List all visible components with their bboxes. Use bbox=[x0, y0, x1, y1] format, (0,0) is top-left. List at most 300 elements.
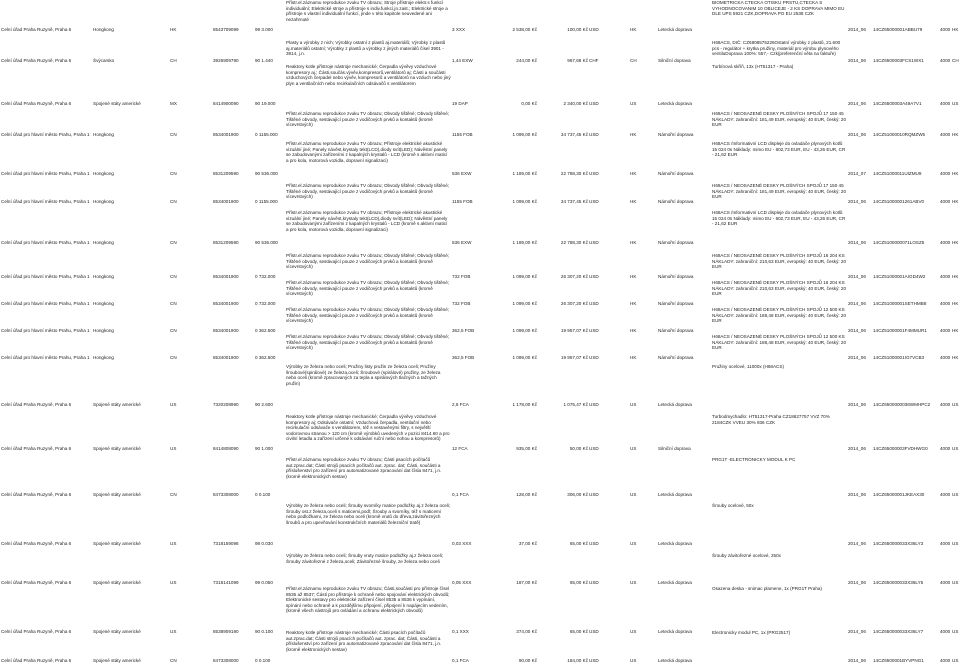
cell-country: Hongkong bbox=[93, 171, 114, 176]
cell-terms: 12 FCA bbox=[452, 446, 468, 451]
cell-cc: CN bbox=[170, 355, 177, 360]
cell-terms: 0,03 XXX bbox=[452, 541, 472, 546]
cell-cc2: HK bbox=[630, 355, 637, 360]
cell-office: Celní úřad Praha Ruzyně, Praha 6 bbox=[1, 446, 72, 451]
cell-country: Spojené státy americké bbox=[93, 446, 141, 451]
cell-cc: CN bbox=[170, 171, 177, 176]
cell-goods: Přístr.el.záznamu reprodukce zvuku TV obrazu; Části psacích počítačů aut.zprac.dat; Části strojů psacích počítačů aut. zprac. dat; Části, součásti a příslušenství pro zařízení pro automatizované zpracování dat čísla 8471, j.n. (kromě elektronických sestav) bbox=[286, 457, 442, 479]
cell-cc: CN bbox=[170, 301, 177, 306]
cell-cc: US bbox=[170, 580, 177, 585]
cell-desc: H68ACS, DIČ: CZ6808575226Ostatní výrobky z plastů, 21.600 pcs - regulátor + krytka pružiny, materiál pro výrobu plynového ventiluDoprava 100%: 557,- Czk(preferenční věta na faktuře) bbox=[712, 40, 841, 57]
cell-fval: 306,00 Kč bbox=[567, 492, 588, 497]
cell-tariff: 8534001900 bbox=[213, 301, 239, 306]
table-row bbox=[0, 141, 960, 182]
cell-tariff: 8473308000 bbox=[213, 658, 239, 663]
cell-period: 2014_06 bbox=[848, 58, 866, 63]
cell-value: 1 189,00 Kč bbox=[512, 240, 537, 245]
cell-value: 1 099,00 Kč bbox=[512, 274, 537, 279]
cell-ref: 14CZ650000033X36LY7 bbox=[873, 629, 924, 634]
cell-cc3: US bbox=[952, 101, 959, 106]
cell-cc3: US bbox=[952, 541, 959, 546]
cell-cur: USD bbox=[589, 171, 599, 176]
cell-tariff: 3926909790 bbox=[213, 58, 239, 63]
cell-cc2: US bbox=[630, 541, 637, 546]
cell-tariff: 8534001900 bbox=[213, 355, 239, 360]
cell-cur: USD bbox=[589, 629, 599, 634]
cell-country: Švýcarsko bbox=[93, 58, 115, 63]
cell-code: 4000 bbox=[940, 132, 951, 137]
cell-code: 4000 bbox=[940, 446, 951, 451]
cell-value: 1 099,00 Kč bbox=[512, 132, 537, 137]
cell-value: 1 099,00 Kč bbox=[512, 199, 537, 204]
cell-qty: 0 1155.000 bbox=[255, 132, 278, 137]
cell-qty: 0 732.000 bbox=[255, 274, 276, 279]
cell-cur: USD bbox=[589, 541, 599, 546]
cell-ref: 14CZ51000001SETHMB8 bbox=[873, 301, 927, 306]
cell-terms: 0,1 XXX bbox=[452, 629, 469, 634]
cell-country: Hongkong bbox=[93, 27, 114, 32]
cell-goods: Plasty a výrobky z nich; Výrobky ostatní z plastů aj.materiálů; Výrobky z plastů aj.materiálů ostatní; Výrobky z plastů a výrobky z jiných materiálů čísel 3901 - 3914, j.n. bbox=[286, 40, 446, 57]
cell-qty: 90 1.440 bbox=[255, 58, 273, 63]
cell-goods: Přístr.el.záznamu reprodukce zvuku TV obrazu; Obvody tištěné; Obvody tištěné; Tištěné obvody, sestávající pouze z vodičových prvků a kontaktů (kromě vícevrstvých) bbox=[286, 253, 450, 270]
cell-ref: 14CZ65000003FVDHWG0 bbox=[873, 446, 928, 451]
cell-desc: Pružiny ocelové, 11000x (H68ACS) bbox=[712, 364, 784, 369]
cell-desc: Turbínová skříň, 13x (HT51317 - Praha) bbox=[712, 64, 794, 69]
cell-code: 4000 bbox=[940, 328, 951, 333]
cell-transport: Námořní doprava bbox=[658, 301, 694, 306]
cell-transport: Námořní doprava bbox=[658, 171, 694, 176]
cell-goods: Výrobky ze železa nebo oceli; Šrouby svorníky matice podložky aj.z železa oceli; Šrouby ost.z železa,oceli s maticemi,podl; Šrouby a svorníky, též s maticemi nebo podložkami, ze železa nebo oceli (kromě vrutů do dřeva,závitořezných šroubů a pro upevňování konstrukčních materiálů železniční tratě) bbox=[286, 503, 451, 525]
cell-qty: 90 1.000 bbox=[255, 446, 273, 451]
cell-code: 4000 bbox=[940, 658, 951, 663]
cell-fval: 184,00 Kč bbox=[567, 658, 588, 663]
cell-code: 4000 bbox=[940, 171, 951, 176]
cell-period: 2014_06 bbox=[848, 446, 866, 451]
cell-country: Hongkong bbox=[93, 132, 114, 137]
cell-goods: Výrobky ze železa nebo oceli; Pružiny listy pružin ze železa oceli; Pružiny šroubové(spirálové) ze železa,oceli; Šroubové (spirálové) pružiny, ze železa nebo oceli (kromě zpracovaných za tepla a spirálových tlačných a tažných pružin) bbox=[286, 364, 441, 386]
cell-tariff: 7318141099 bbox=[213, 580, 239, 585]
cell-value: 935,00 Kč bbox=[516, 446, 537, 451]
cell-period: 2014_06 bbox=[848, 240, 866, 245]
cell-value: 1 099,00 Kč bbox=[512, 328, 537, 333]
cell-ref: 14CZ51000010RQMZW5 bbox=[873, 132, 926, 137]
cell-cc: US bbox=[170, 629, 177, 634]
cell-office: Celní úřad pro hlavní město Prahu, Praha 1 bbox=[1, 301, 90, 306]
cell-fval: 65,00 Kč bbox=[569, 629, 588, 634]
cell-goods: Přístr.el.záznamu reprodukce zvuku TV obrazu; Obvody tištěné; Obvody tištěné; Tištěné obvody, sestávající pouze z vodičových prvků a kontaktů (kromě vícevrstvých) bbox=[286, 280, 450, 297]
cell-country: Hongkong bbox=[93, 328, 114, 333]
cell-ref: 14CZ650000033X36LY5 bbox=[873, 580, 924, 585]
cell-cc2: HK bbox=[630, 132, 637, 137]
cell-value: 1 099,00 Kč bbox=[512, 355, 537, 360]
cell-ref: 14CZ51000011UIZMU9 bbox=[873, 171, 922, 176]
cell-goods: Přístr.el.záznamu reprodukce zvuku TV obrazu; Přístroje elektrické akustické vizuální jiné; Panely návěst,krystaly tekt(LCD),diody svít(LED); Návěstní panely se zabudovanými zařízeními z kapalných krystalů - LCD (kromě s aktivní maticí a pro kola, motorová vozidla, dopravní signalizaci) bbox=[286, 210, 448, 232]
cell-desc: H68ACS / NEOSAZENÉ DESKY PLOŠNÝCH SPOJŮ 17 150 45 NÁKLADY: zahraniční: 181,49 EUR, evropský: 40 EUR, český: 20 EUR bbox=[712, 183, 847, 200]
cell-country: Hongkong bbox=[93, 199, 114, 204]
cell-fval: 2 340,00 Kč bbox=[563, 101, 588, 106]
cell-country: Hongkong bbox=[93, 274, 114, 279]
cell-fval: 1 075,47 Kč bbox=[563, 402, 588, 407]
cell-ref: 14CZ51000001261ABV0 bbox=[873, 199, 925, 204]
cell-fval: 65,00 Kč bbox=[569, 580, 588, 585]
cell-period: 2014_06 bbox=[848, 402, 866, 407]
cell-cc: US bbox=[170, 446, 177, 451]
cell-transport: Námořní doprava bbox=[658, 132, 694, 137]
cell-office: Celní úřad pro hlavní město Prahu, Praha 1 bbox=[1, 132, 90, 137]
cell-office: Celní úřad Praha Ruzyně, Praha 6 bbox=[1, 27, 72, 32]
cell-cc3: HK bbox=[952, 274, 959, 279]
cell-period: 2014_06 bbox=[848, 301, 866, 306]
cell-cc: CN bbox=[170, 240, 177, 245]
cell-cc2: US bbox=[630, 446, 637, 451]
cell-goods: Reaktory kotle přístroje nástroje mechanické; Čerpadla vývěvy vzduchové kompresory aj; Odsávače ostatní; Vzduchová čerpadla, ventilační nebo recirkulační odsávače s ventilátorem, též s vestavěnými filtry, s největší vodorovnou stranou > 120 cm (kromě výrobků uvedených v pozici 8414.60 a pro civilní letadla a zařízení určené k odsávání ruční nebo nohou a kompresorů) bbox=[286, 414, 450, 442]
cell-office: Celní úřad pro hlavní město Prahu, Praha 1 bbox=[1, 171, 90, 176]
cell-cc2: US bbox=[630, 492, 637, 497]
table-row bbox=[0, 210, 960, 253]
cell-period: 2014_06 bbox=[848, 355, 866, 360]
cell-desc: H68ACS / NEOSAZENÉ DESKY PLOŠNÝCH SPOJŮ 12 500 KS NÁKLADY: zahraniční: 188,48 EUR, evropský: 40 EUR, český: 20 EUR bbox=[712, 334, 847, 351]
cell-office: Celní úřad pro hlavní město Prahu, Praha 1 bbox=[1, 328, 90, 333]
cell-goods: Přístr.el.záznamu reprodukce zvuku TV obrazu; Části,součásti pro přístroje čísel 8535 až 8537; Části pro přístroje k ochraně nebo spojování elektrických obvodů; Elektronické sestavy pro elektrické zařízení čísel 8535 a 8536 k vypínání, spínání nebo ochraně a k pozdějšímu připojení, připojení k napájecím vedením, (kromě všech nástrojů pro ovládání a ochranu elektrických obvodů) bbox=[286, 586, 450, 614]
cell-fval: 22 788,30 Kč bbox=[560, 240, 588, 245]
cell-terms: 732 FOB bbox=[452, 301, 471, 306]
cell-cur: USD bbox=[589, 328, 599, 333]
cell-code: 4000 bbox=[940, 27, 951, 32]
cell-terms: 536 EXW bbox=[452, 240, 472, 245]
table-row bbox=[0, 40, 960, 64]
cell-value: 128,00 Kč bbox=[516, 492, 537, 497]
cell-cur: USD bbox=[589, 301, 599, 306]
cell-transport: Letecká doprava bbox=[658, 101, 692, 106]
cell-value: 187,00 Kč bbox=[516, 580, 537, 585]
cell-fval: 967,68 Kč bbox=[567, 58, 588, 63]
cell-transport: Námořní doprava bbox=[658, 240, 694, 245]
cell-transport: Námořní doprava bbox=[658, 328, 694, 333]
cell-period: 2014_06 bbox=[848, 132, 866, 137]
cell-code: 4000 bbox=[940, 101, 951, 106]
table-row bbox=[0, 503, 960, 554]
table-row bbox=[0, 553, 960, 588]
cell-value: 37,00 Kč bbox=[518, 541, 537, 546]
cell-code: 4000 bbox=[940, 301, 951, 306]
cell-cc2: HK bbox=[630, 199, 637, 204]
cell-cc3: CH bbox=[952, 58, 959, 63]
cell-ref: 14CZ65000001JKEAX30 bbox=[873, 492, 925, 497]
cell-country: Hongkong bbox=[93, 355, 114, 360]
cell-code: 4000 bbox=[940, 402, 951, 407]
cell-period: 2014_06 bbox=[848, 328, 866, 333]
cell-cc2: US bbox=[630, 101, 637, 106]
cell-cc2: HK bbox=[630, 240, 637, 245]
cell-cc2: US bbox=[630, 402, 637, 407]
cell-fval: 50,00 Kč bbox=[569, 446, 588, 451]
cell-code: 4000 bbox=[940, 199, 951, 204]
cell-period: 2014_06 bbox=[848, 199, 866, 204]
cell-terms: 536 EXW bbox=[452, 171, 472, 176]
cell-cur: USD bbox=[589, 446, 599, 451]
cell-cc3: HK bbox=[952, 27, 959, 32]
cell-cc: CH bbox=[170, 58, 177, 63]
cell-period: 2014_06 bbox=[848, 629, 866, 634]
cell-cc2: US bbox=[630, 629, 637, 634]
cell-desc: H68ACS / NEOSAZENÉ DESKY PLOŠNÝCH SPOJŮ 12 500 KS NÁKLADY: zahraniční: 188,48 EUR, evropský: 40 EUR, český: 20 EUR bbox=[712, 307, 847, 324]
cell-terms: 0,1 FCA bbox=[452, 492, 469, 497]
cell-period: 2014_06 bbox=[848, 580, 866, 585]
cell-goods: Reaktory kotle přístroje nástroje mechanické; Čerpadla vývěvy vzduchové kompresory aj.; Části,součás.vývěv,kompresorů,ventilátorů aj; Části a součásti vzduchových čerpadel nebo vývěv, kompresorů a ventilátorů na vzduch nebo jiný plyn a ventilačních nebo recirkulačních odsávačů s ventilátorem bbox=[286, 64, 451, 86]
cell-terms: 732 FOB bbox=[452, 274, 471, 279]
cell-ref: 14CZ6500003FCS1WX1 bbox=[873, 58, 924, 63]
cell-cc3: US bbox=[952, 492, 959, 497]
cell-goods: Výrobky ze železa nebo oceli; Šrouby vruty matice podložky aj.z železa oceli; Šrouby závitořezné z železa,oceli; Závitořezné šrouby, ze železa nebo oceli bbox=[286, 553, 444, 564]
cell-desc: H68ACS / NEOSAZENÉ DESKY PLOŠNÝCH SPOJŮ 17 150 45 NÁKLADY: zahraniční: 181,49 EUR, evropský: 40 EUR, český: 20 EUR bbox=[712, 111, 847, 128]
table-row bbox=[0, 307, 960, 337]
cell-cur: USD bbox=[589, 27, 599, 32]
cell-ref: 14CZ51000001AIGD4W2 bbox=[873, 274, 926, 279]
cell-transport: Letecká doprava bbox=[658, 629, 692, 634]
cell-ref: 14CZ65000001ABBU79 bbox=[873, 27, 923, 32]
cell-cc3: HK bbox=[952, 355, 959, 360]
cell-tariff: 8414900090 bbox=[213, 101, 239, 106]
cell-cur: USD bbox=[589, 355, 599, 360]
table-row bbox=[0, 630, 960, 670]
cell-tariff: 8473308000 bbox=[213, 492, 239, 497]
cell-code: 4000 bbox=[940, 58, 951, 63]
cell-country: Spojené státy americké bbox=[93, 658, 141, 663]
cell-ref: 14CZ6500001BYVPNG1 bbox=[873, 658, 924, 663]
cell-fval: 65,00 Kč bbox=[569, 541, 588, 546]
cell-goods: Přístr.el.záznamu reprodukce zvuku TV obrazu; Přístroje elektrické akustické vizuální jiné; Panely návěst,krystaly tekt(LCD),diody svít(LED); Návěstní panely se zabudovanými zařízeními z kapalných krystalů - LCD (kromě s aktivní maticí a pro kola, motorová vozidla, dopravní signalizaci) bbox=[286, 141, 448, 163]
table-row bbox=[0, 111, 960, 141]
cell-terms: 362,5 FOB bbox=[452, 355, 475, 360]
cell-period: 2014_06 bbox=[848, 274, 866, 279]
cell-tariff: 8534001900 bbox=[213, 274, 239, 279]
cell-qty: 90 536.000 bbox=[255, 240, 278, 245]
cell-cur: CHF bbox=[589, 58, 599, 63]
cell-goods: Přístr.el.záznamu reprodukce zvuku TV obrazu; Obvody tištěné; Obvody tištěné; Tištěné obvody, sestávající pouze z vodičových prvků a kontaktů (kromě vícevrstvých) bbox=[286, 111, 450, 128]
cell-cc: CN bbox=[170, 132, 177, 137]
cell-fval: 26 307,20 Kč bbox=[560, 301, 588, 306]
cell-cc: CN bbox=[170, 658, 177, 663]
cell-cc: CN bbox=[170, 199, 177, 204]
cell-office: Celní úřad Praha Ruzyně, Praha 6 bbox=[1, 629, 72, 634]
cell-tariff: 8534001900 bbox=[213, 132, 239, 137]
cell-period: 2014_06 bbox=[848, 101, 866, 106]
cell-cc2: HK bbox=[630, 328, 637, 333]
cell-qty: 0 362.500 bbox=[255, 355, 276, 360]
cell-cc3: HK bbox=[952, 301, 959, 306]
cell-country: Spojené státy americké bbox=[93, 580, 141, 585]
cell-value: 374,00 Kč bbox=[516, 629, 537, 634]
cell-value: 0,00 Kč bbox=[521, 101, 537, 106]
cell-period: 2014_06 bbox=[848, 658, 866, 663]
cell-cc3: HK bbox=[952, 132, 959, 137]
cell-country: Spojené státy americké bbox=[93, 541, 141, 546]
cell-qty: 98 0.030 bbox=[255, 541, 273, 546]
cell-terms: 1155 FOB bbox=[452, 199, 473, 204]
cell-ref: 14CZ51000001F4MMUR1 bbox=[873, 328, 927, 333]
cell-desc: H68ACS /Informativní LCD displeje do ovladače plynových kotlů 15 024 0s Náklady: mimo EU - 602,73 EUR, EU - 43,26 EUR, CR - 21,62 EUR bbox=[712, 210, 846, 227]
cell-terms: 2,6 FCA bbox=[452, 402, 469, 407]
table-row bbox=[0, 280, 960, 310]
cell-fval: 26 307,20 Kč bbox=[560, 274, 588, 279]
cell-cc: MX bbox=[170, 101, 177, 106]
cell-terms: 0,05 XXX bbox=[452, 580, 472, 585]
cell-country: Hongkong bbox=[93, 301, 114, 306]
cell-cc2: HK bbox=[630, 274, 637, 279]
cell-cur: USD bbox=[589, 658, 599, 663]
table-row bbox=[0, 334, 960, 364]
cell-value: 2 538,00 Kč bbox=[512, 27, 537, 32]
cell-cc: HK bbox=[170, 27, 177, 32]
cell-tariff: 8531209590 bbox=[213, 240, 239, 245]
cell-qty: 90 0.100 bbox=[255, 629, 273, 634]
cell-terms: 0,1 FCA bbox=[452, 658, 469, 663]
cell-transport: Námořní doprava bbox=[658, 274, 694, 279]
cell-desc: Turbodmychadlo: HT51317-Praha CZ18627757 VVZ 70% 2184CZK VVEU 30% 936 CZK bbox=[712, 414, 830, 425]
cell-office: Celní úřad Praha Ruzyně, Praha 6 bbox=[1, 541, 72, 546]
table-row bbox=[0, 457, 960, 502]
cell-cc3: US bbox=[952, 446, 959, 451]
cell-value: 1 099,00 Kč bbox=[512, 301, 537, 306]
cell-office: Celní úřad Praha Ruzyně, Praha 6 bbox=[1, 580, 72, 585]
cell-country: Spojené státy americké bbox=[93, 101, 141, 106]
cell-tariff: 8534001900 bbox=[213, 199, 239, 204]
cell-terms: 19 DAP bbox=[452, 101, 468, 106]
cell-country: Spojené státy americké bbox=[93, 629, 141, 634]
cell-code: 4000 bbox=[940, 240, 951, 245]
cell-tariff: 7318159098 bbox=[213, 541, 239, 546]
cell-qty: 0 362.500 bbox=[255, 328, 276, 333]
cell-qty: 90 2.600 bbox=[255, 402, 273, 407]
cell-desc: H68ACS / NEOSAZENÉ DESKY PLOŠNÝCH SPOJŮ 16 204 KS NÁKLADY: zahraniční: 210,63 EUR, evropský: 40 EUR, český: 20 EUR bbox=[712, 280, 847, 297]
table-row bbox=[0, 364, 960, 414]
cell-ref: 14CZ5100000071LOSZ5 bbox=[873, 240, 925, 245]
cell-cc3: US bbox=[952, 402, 959, 407]
cell-desc: H68ACS / NEOSAZENÉ DESKY PLOŠNÝCH SPOJŮ 16 204 KS NÁKLADY: zahraniční: 210,63 EUR, evropský: 40 EUR, český: 20 EUR bbox=[712, 253, 847, 270]
table-row bbox=[0, 253, 960, 283]
cell-goods: Přístr.el.záznamu reprodukce zvuku TV obrazu; Obvody tištěné; Obvody tištěné; Tištěné obvody, sestávající pouze z vodičových prvků a kontaktů (kromě vícevrstvých) bbox=[286, 183, 450, 200]
cell-cc2: CH bbox=[630, 58, 637, 63]
cell-cur: USD bbox=[589, 240, 599, 245]
cell-cur: USD bbox=[589, 580, 599, 585]
cell-value: 90,00 Kč bbox=[518, 658, 537, 663]
cell-desc: Šrouby ocelové, 50x bbox=[712, 503, 754, 508]
cell-terms: 362,5 FOB bbox=[452, 328, 475, 333]
cell-fval: 34 737,45 Kč bbox=[560, 132, 588, 137]
cell-transport: Letecká doprava bbox=[658, 580, 692, 585]
cell-code: 4000 bbox=[940, 580, 951, 585]
cell-fval: 22 788,30 Kč bbox=[560, 171, 588, 176]
cell-code: 4000 bbox=[940, 274, 951, 279]
cell-desc: BIOMETRICKA CTECKA OTISKU PRSTU,CTECKA S VYHODNOCOVANIM 10 OBLICEJE - 2 KS DOPRAVA MIMO EU DLE UPS 5921 CZK,DOPRAVA PO EU 2538 CZK bbox=[712, 0, 845, 17]
cell-cc2: US bbox=[630, 580, 637, 585]
cell-country: Spojené státy americké bbox=[93, 402, 141, 407]
cell-cc3: US bbox=[952, 629, 959, 634]
cell-tariff: 7320208990 bbox=[213, 402, 239, 407]
cell-terms: 1,44 EXW bbox=[452, 58, 473, 63]
cell-transport: Silniční doprava bbox=[658, 446, 691, 451]
cell-value: 1 189,00 Kč bbox=[512, 171, 537, 176]
cell-office: Celní úřad pro hlavní město Prahu, Praha 1 bbox=[1, 199, 90, 204]
cell-transport: Letecká doprava bbox=[658, 402, 692, 407]
cell-cc2: US bbox=[630, 658, 637, 663]
cell-ref: 14CZ51000001IG7VCB3 bbox=[873, 355, 925, 360]
cell-cc3: HK bbox=[952, 171, 959, 176]
cell-transport: Letecká doprava bbox=[658, 658, 692, 663]
cell-cc3: HK bbox=[952, 328, 959, 333]
cell-qty: 90 536.000 bbox=[255, 171, 278, 176]
cell-desc: Electronicky modul PC, 1x (PRG2517) bbox=[712, 630, 791, 635]
cell-office: Celní úřad pro hlavní město Prahu, Praha 1 bbox=[1, 355, 90, 360]
cell-cc: US bbox=[170, 402, 177, 407]
cell-tariff: 8531209590 bbox=[213, 171, 239, 176]
cell-ref: 14CZ6500003A49A7V1 bbox=[873, 101, 922, 106]
cell-transport: Námořní doprava bbox=[658, 355, 694, 360]
cell-qty: 99 3.000 bbox=[255, 27, 273, 32]
cell-desc: H68ACS /Informativní LCD displeje do ovladače plynových kotlů 15 024 0s Náklady: mimo EU - 602,73 EUR, EU - 43,26 EUR, CR - 21,62 EUR bbox=[712, 141, 846, 158]
cell-terms: 1155 FOB bbox=[452, 132, 473, 137]
cell-value: 1 178,00 Kč bbox=[512, 402, 537, 407]
cell-cc: CN bbox=[170, 328, 177, 333]
cell-desc: PRG1T -ELECTRONICKY MODUL K PC bbox=[712, 457, 796, 462]
table-row bbox=[0, 64, 960, 112]
cell-terms: 3 XXX bbox=[452, 27, 466, 32]
cell-goods: Přístr.el.záznamu reprodukce zvuku TV obrazu; Stroje přístroje elektr.s funkcí individuální; Elektrické stroje a přístroje s indiv.funkcí,jn.zast.; Elektrické stroje a přístroje s vlastní individuální funkcí, jinde v této kapitole neuvedené ani nezahrnuté bbox=[286, 0, 448, 22]
cell-cur: USD bbox=[589, 492, 599, 497]
cell-country: Spojené státy americké bbox=[93, 492, 141, 497]
cell-transport: Silniční doprava bbox=[658, 58, 691, 63]
cell-transport: Námořní doprava bbox=[658, 199, 694, 204]
cell-office: Celní úřad pro hlavní město Prahu, Praha 1 bbox=[1, 274, 90, 279]
cell-goods: Přístr.el.záznamu reprodukce zvuku TV obrazu; Obvody tištěné; Obvody tištěné; Tištěné obvody, sestávající pouze z vodičových prvků a kontaktů (kromě vícevrstvých) bbox=[286, 334, 450, 351]
cell-office: Celní úřad pro hlavní město Prahu, Praha 1 bbox=[1, 240, 90, 245]
cell-tariff: 8534001900 bbox=[213, 328, 239, 333]
cell-office: Celní úřad Praha Ruzyně, Praha 6 bbox=[1, 58, 72, 63]
cell-office: Celní úřad Praha Ruzyně, Praha 6 bbox=[1, 402, 72, 407]
cell-ref: 14CZ6500000036WMHPC2 bbox=[873, 402, 931, 407]
cell-transport: Letecká doprava bbox=[658, 27, 692, 32]
cell-cur: USD bbox=[589, 274, 599, 279]
cell-code: 4000 bbox=[940, 629, 951, 634]
cell-fval: 34 737,45 Kč bbox=[560, 199, 588, 204]
table-row bbox=[0, 183, 960, 205]
cell-cc3: US bbox=[952, 580, 959, 585]
cell-cc3: HK bbox=[952, 240, 959, 245]
cell-ref: 14CZ650000033X36LY3 bbox=[873, 541, 924, 546]
cell-period: 2014_06 bbox=[848, 492, 866, 497]
cell-cc: CN bbox=[170, 274, 177, 279]
cell-qty: 0 0.100 bbox=[255, 658, 271, 663]
cell-fval: 100,00 Kč bbox=[567, 27, 588, 32]
cell-qty: 99 0.050 bbox=[255, 580, 273, 585]
cell-goods: Reaktory kotle přístroje nástroje mechanické; Části psacích počítačů aut.zprac.dat; Části strojů psacích počítačů aut. zprac. dat; Části, součásti a příslušenství pro zařízení pro automatizované zpracování dat čísla 8471, j.n. (kromě elektronických sestav) bbox=[286, 630, 442, 652]
cell-value: 244,00 Kč bbox=[516, 58, 537, 63]
cell-desc: Šrouby závitořezné ocelové, 250x bbox=[712, 553, 781, 558]
cell-office: Celní úřad Praha Ruzyně, Praha 6 bbox=[1, 658, 72, 663]
cell-country: Hongkong bbox=[93, 240, 114, 245]
cell-goods: Přístr.el.záznamu reprodukce zvuku TV obrazu; Obvody tištěné; Obvody tištěné; Tištěné obvody, sestávající pouze z vodičových prvků a kontaktů (kromě vícevrstvých) bbox=[286, 307, 450, 324]
cell-cc2: HK bbox=[630, 27, 637, 32]
cell-code: 4000 bbox=[940, 492, 951, 497]
table-row bbox=[0, 414, 960, 457]
cell-period: 2014_07 bbox=[848, 171, 866, 176]
cell-transport: Letecká doprava bbox=[658, 492, 692, 497]
cell-qty: 0 0.100 bbox=[255, 492, 271, 497]
cell-cc: CN bbox=[170, 492, 177, 497]
cell-cc3: HK bbox=[952, 199, 959, 204]
cell-cur: USD bbox=[589, 199, 599, 204]
cell-qty: 90 19.000 bbox=[255, 101, 276, 106]
